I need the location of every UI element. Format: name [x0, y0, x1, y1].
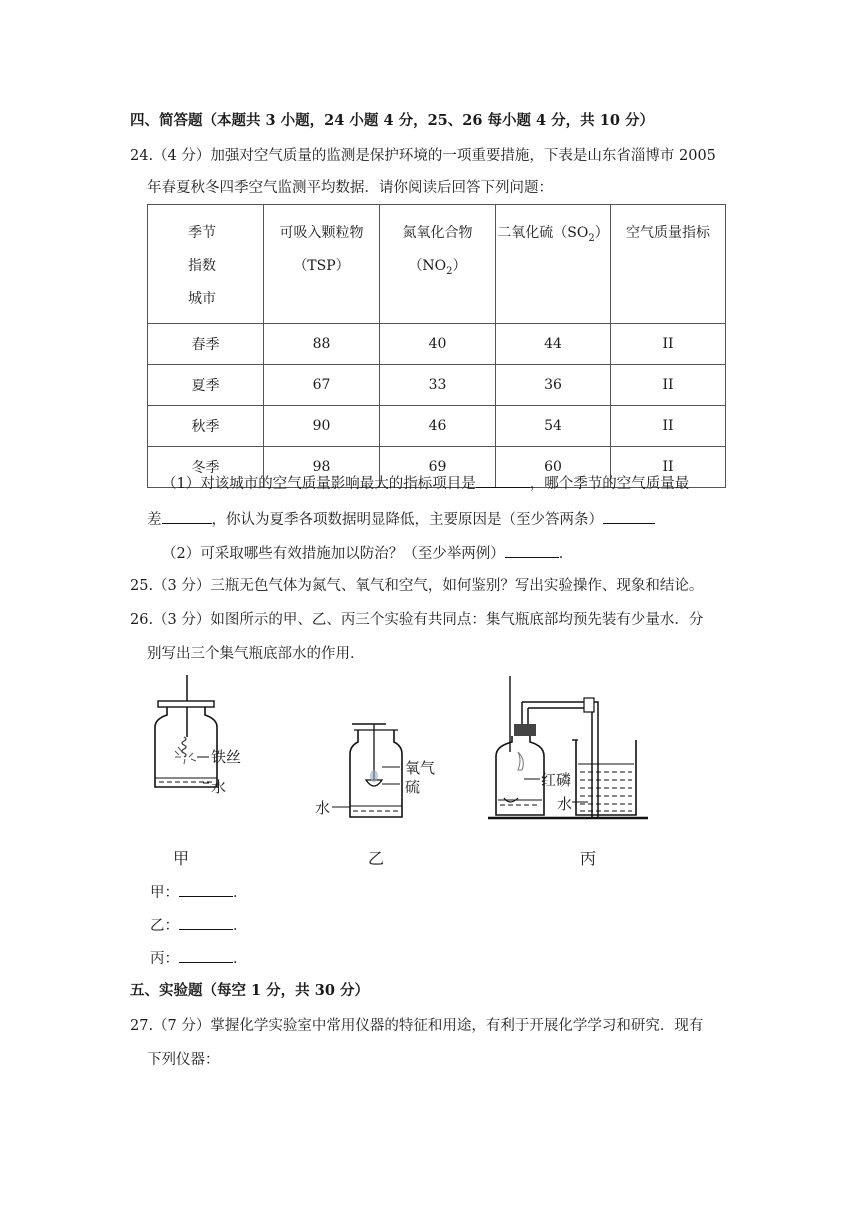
- q24-sub-2-period: ．: [558, 546, 574, 562]
- q26-line-1: 26.（3 分）如图所示的甲、乙、丙三个实验有共同点：集气瓶底部均预先装有少量水．分: [130, 612, 704, 628]
- figure-bing-label: 丙: [580, 849, 597, 868]
- q24-sub-1-line-2: [147, 507, 655, 531]
- tsp-cell: 98: [264, 447, 380, 488]
- answer-period: ．: [233, 918, 248, 934]
- corner-city: 城市: [188, 291, 216, 307]
- tsp-cell: 88: [264, 324, 380, 365]
- q24-line-2: 年春夏秋冬四季空气监测平均数据．请你阅读后回答下列问题：: [147, 180, 553, 196]
- q24-sub-1-text-d: ，你认为夏季各项数据明显降低，主要原因是（至少答两条）: [211, 512, 603, 528]
- so2-cell: 44: [496, 324, 611, 365]
- q27-line-2: 下列仪器：: [147, 1052, 220, 1068]
- figure-bing-phosphorus-tag: 红磷: [541, 771, 572, 789]
- no2-cell: 69: [380, 447, 496, 488]
- table-row: [148, 406, 726, 447]
- column-header-air-index: [611, 205, 726, 324]
- q27-line-1: 27.（7 分）掌握化学实验室中常用仪器的特征和用途，有利于开展化学学习和研究．现有: [130, 1018, 704, 1034]
- no2-cell: 46: [380, 406, 496, 447]
- q26-line-2: 别写出三个集气瓶底部水的作用．: [147, 646, 365, 662]
- no2-cell: 33: [380, 365, 496, 406]
- figure-bing-red-phosphorus: [488, 672, 658, 822]
- column-header-so2: [496, 205, 611, 324]
- so2-cell: 36: [496, 365, 611, 406]
- no2-formula: $(NO_2)$: [408, 258, 467, 277]
- figure-yi-water-tag: 水: [315, 799, 331, 817]
- table-corner-cell: [148, 205, 264, 324]
- q26-answer-jia: [150, 880, 248, 904]
- no2-cell: 40: [380, 324, 496, 365]
- q24-sub-2: [162, 541, 573, 565]
- q24-sub-1-line-1: [162, 471, 689, 495]
- answer-blank[interactable]: [179, 913, 233, 930]
- q24-line-1: 24.（4 分）加强对空气质量的监测是保护环境的一项重要措施，下表是山东省淄博市 2005: [130, 148, 716, 164]
- column-header-tsp: [264, 205, 380, 324]
- index-cell: II: [611, 324, 726, 365]
- figure-yi-oxygen-tag: 氧气: [405, 759, 436, 777]
- section-5-title: 五、实验题（每空 1 分，共 30 分）: [130, 982, 369, 999]
- so2-cell: 60: [496, 447, 611, 488]
- q26-answer-yi: [150, 913, 248, 937]
- index-cell: II: [611, 365, 726, 406]
- answer-period: ．: [233, 951, 248, 967]
- answer-period: ．: [233, 885, 248, 901]
- table-row: [148, 365, 726, 406]
- answer-blank[interactable]: [505, 541, 559, 558]
- answer-blank[interactable]: [162, 507, 212, 524]
- so2-name: 二氧化硫$(SO_2)$: [497, 225, 609, 244]
- no2-name: 氮氧化合物: [402, 225, 473, 241]
- figure-bing-water-tag: 水: [557, 795, 573, 813]
- answer-blank[interactable]: [603, 507, 655, 524]
- figure-yi-sulfur-tag: 硫: [405, 778, 421, 796]
- q24-sub-2-text: （2）可采取哪些有效措施加以防治？（至少举两例）: [162, 546, 505, 562]
- tsp-cell: 90: [264, 406, 380, 447]
- corner-season: 季节: [188, 225, 216, 241]
- tsp-cell: 67: [264, 365, 380, 406]
- section-4-title: 四、简答题（本题共 3 小题，24 小题 4 分，25、26 每小题 4 分，共 10 分）: [130, 112, 654, 129]
- tsp-name: 可吸入颗粒物: [279, 225, 364, 241]
- q24-sub-1-text-a: （1）对该城市的空气质量影响最大的指标项目是: [162, 476, 476, 492]
- column-header-no2: [380, 205, 496, 324]
- air-quality-table: [147, 204, 726, 488]
- figure-jia-wire-tag: 铁丝: [211, 748, 242, 766]
- answer-blank[interactable]: [476, 471, 530, 488]
- answer-yi-label: 乙：: [150, 918, 179, 934]
- answer-blank[interactable]: [179, 880, 233, 897]
- season-cell: 夏季: [148, 365, 264, 406]
- table-row: [148, 324, 726, 365]
- index-cell: II: [611, 406, 726, 447]
- index-cell: II: [611, 447, 726, 488]
- q25-text: 25.（3 分）三瓶无色气体为氮气、氧气和空气，如何鉴别？写出实验操作、现象和结论。: [130, 578, 704, 594]
- figure-jia-label: 甲: [173, 849, 190, 868]
- tsp-abbr: （TSP）: [293, 258, 350, 274]
- air-index-name: 空气质量指标: [626, 225, 710, 241]
- q24-sub-1-text-b: ，哪个季节的空气质量最: [529, 476, 690, 492]
- season-cell: 冬季: [148, 447, 264, 488]
- season-cell: 春季: [148, 324, 264, 365]
- answer-blank[interactable]: [179, 946, 233, 963]
- answer-jia-label: 甲：: [150, 885, 179, 901]
- table-header-row: [148, 205, 726, 324]
- q26-answer-bing: [150, 946, 248, 970]
- answer-bing-label: 丙：: [150, 951, 179, 967]
- q24-sub-1-text-c: 差: [147, 512, 162, 528]
- figure-jia-water-tag: 水: [211, 778, 227, 796]
- corner-index: 指数: [188, 258, 216, 274]
- figure-yi-label: 乙: [368, 849, 385, 868]
- so2-cell: 54: [496, 406, 611, 447]
- season-cell: 秋季: [148, 406, 264, 447]
